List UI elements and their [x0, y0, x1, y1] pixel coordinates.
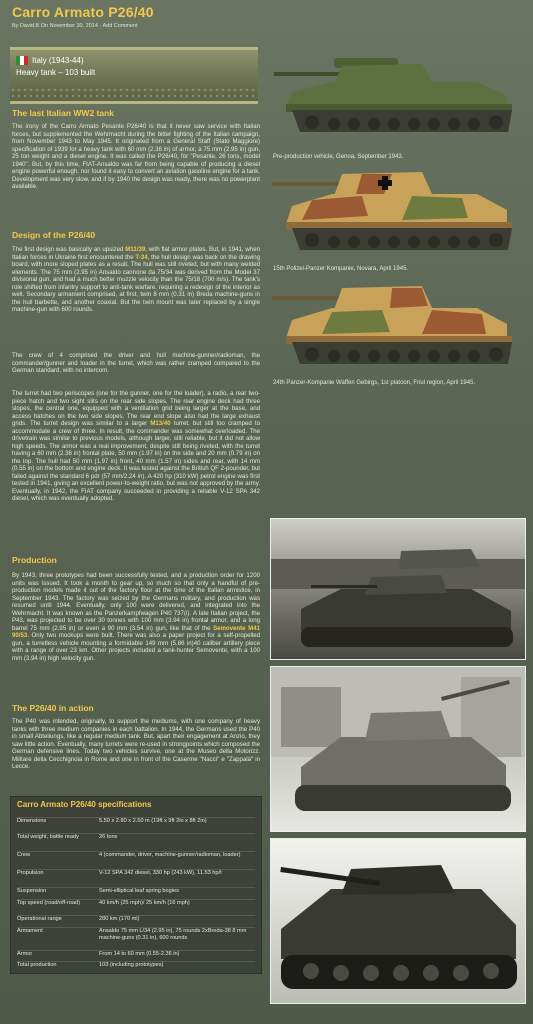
spec-key: Dimensions [17, 818, 47, 824]
spec-value: V-12 SPA 342 diesel, 330 hp (243 kW), 11.53 hp/t [99, 870, 222, 876]
text: . Only two mockups were built. There was also a paper project for a self-propelled gun, a turretless vehicle mounting a formidable 149 mm (5.86 in)40 caliber artillery piece with a range of over 23 km. Other projects included a tank-hunter Semovente, with a 100 mm (3.94 in) high velocity gun. [12, 632, 260, 662]
paragraph-design-3 [12, 390, 260, 503]
text: The turret had two periscopes (one for the gunner, one for the loader), a radio, a rear two-piece hatch and two sight slits on the rear side slopes. The rear engine deck had three slopes, the central one, equipped with a ventilation grid being larger at the base, and access hatches on the two side slopes. The rear end slope also had the large exhaust grids. The turret design was similar to a larger [12, 390, 260, 427]
link-t34[interactable]: T-34 [135, 253, 148, 261]
banner-country: Italy (1943-44) [32, 56, 84, 65]
spec-row [17, 817, 255, 833]
spec-key: Top speed (road/off-road) [17, 900, 81, 906]
spec-value: 280 km (170 mi) [99, 916, 140, 922]
spec-row [17, 915, 255, 927]
text: The first design was basically an upsized [12, 246, 126, 253]
link-m11-39[interactable]: M11/39 [125, 246, 146, 253]
page-title: Carro Armato P26/40 [12, 4, 154, 20]
byline: By David.B On November 30, 2014 · Add Comment [12, 23, 138, 29]
spec-row [17, 833, 255, 851]
photo-tank-three-quarter-drawing [271, 839, 525, 1003]
link-m13-40[interactable]: M13/40 [150, 420, 171, 427]
paragraph-last: The irony of the Carro Armato Pesante P26/40 is that it never saw service with Italian forces, but supplemented the Wehrmacht during the bitter fighting of the Italian campaign, from November 1943 to May 1945. It originated from a General Staff (Stato Maggiore) specification of 1939 for a heavy tank with 60 mm (2.36 in) of armor, a 75 mm (2.95 in) gun, 25 ton weight and a diesel engine. It was called the P26/40, for "Pesante, 26 tons, model 1940". But, by this time, FIAT-Ansaldo was far from being capable of producing a diesel engine powerful enough, nor found it easy to convert an aviation gasoline engine for a tank. Development was very slow, and if by 1940 the design was ready, there was no powerplant available. [12, 123, 260, 190]
text: , the hull design was back on the drawing board, with more sloped plates as a result. The hull was still riveted, but with many welded elements. The 75 mm (2.95 in) Ansaldo cannone da 75/34 was derived from the Model 37 divisional gun, and had a much better muzzle velocity than the 75/18 (700 m/s). The tank's role shifted from infantry support to anti-tank warfare, requiring a redesign of the interior as well. Secondary armament comprised, at first, twin 8 mm (0.31 in) Breda machine-guns in the hull barbette, and another coaxial. But the twin mount was later replaced by a single machine-gun with 600 rounds. [12, 253, 260, 313]
photo-tank-at-building [270, 666, 526, 832]
spec-value: Semi-elliptical leaf spring bogies [99, 888, 179, 894]
banner-pattern [10, 87, 258, 101]
spec-row [17, 887, 255, 899]
tank-profile-green [272, 44, 524, 149]
spec-value: 103 (including prototypes) [99, 962, 164, 968]
spec-value: Ansaldo 75 mm L/34 (2.95 in), 75 rounds 2xBreda-38 8 mm machine-guns (0.31 in), 600 rounds [99, 928, 247, 941]
spec-value: 26 tons [99, 834, 118, 840]
specs-title: Carro Armato P26/40 specifications [17, 800, 152, 809]
text: By 1943, three prototypes had been successfully tested, and a production order for 1200 units was issued. It took a month to gear up, so much so that only a handful of pre-production models made it out of the factory floor at the time of the Italian armistice, in September 1943. The factory was seized by the Germans military, and production was resumed until 1944. Eventually, only 100 were delivered, and integrated into the Wehrmacht. It was known as the Panzerkampfwagen P40 737(i). A late Italian project, the P43, was projected to be over 30 tonnes with 100 mm (3.94 in) frontal armor, and a long barrel 75 mm (2.95 in) or even a 90 mm (3.54 in) gun, like that of the [12, 572, 260, 632]
photo-tank-three-quarter [270, 838, 526, 1004]
caption-3: 24th Panzer-Kompanie Waffen Gebirgs, 1st platoon, Friul region, April 1945. [273, 380, 476, 386]
spec-key: Suspension [17, 888, 47, 894]
paragraph-design-2: The crew of 4 comprised the driver and hull machine-gunner/radioman, the commander/gunner and loader in the turret, which was rather cramped compared to the German standard, with no intercom. [12, 352, 260, 374]
tank-profile-green-drawing [272, 44, 524, 149]
italy-flag-icon [16, 56, 28, 65]
link-semovente[interactable]: Semovente M41 90/53 [12, 624, 260, 639]
section-title-design: Design of the P26/40 [12, 230, 96, 240]
spec-row [17, 851, 255, 869]
section-title-production: Production [12, 555, 57, 565]
banner-type: Heavy tank – 103 built [16, 68, 96, 77]
spec-row [17, 899, 255, 915]
paragraph-action: The P40 was intended, originally, to support the mediums, with one company of heavy tanks with three medium companies in each battalion. In 1944, the Germans used the P40 in small Abteilungs, like a regular medium tank. But, apart their engagement at Anzio, they saw little action. Eventually, many turrets were re-used in strongpoints which composed the German defensive lines. Today two vehicles survive, one at the Museo della Motorizz. Militare della Cecchignola in Rome and one in front of the Caserme "Nacci" e "Zappalà" in Lecce. [12, 718, 260, 770]
spec-key: Operational range [17, 916, 62, 922]
spec-row [17, 927, 255, 950]
section-title-action: The P26/40 in action [12, 703, 94, 713]
photo-tank-at-building-drawing [271, 667, 525, 831]
caption-2: 15th Polizei-Panzer Kompanie, Novara, April 1945. [273, 266, 409, 272]
country-banner [10, 47, 258, 104]
tank-profile-camo-2-drawing [272, 280, 524, 380]
text: , with flat armor plates. But, in 1941, when Italian forces in Ukraine first encountered the [12, 246, 260, 261]
text: turret, but still too cramped to accommodate a crew of three. In result, the commander was somewhat overloaded. The drivetrain was similar to previous models, although larger, still reliable, but it did not allow high speeds. The armor was a real improvement, despite still being riveted, with the turret having a 60 mm (2.36 in) frontal plate, 50 mm (1.97 in) on the side and 20 mm (0.79 in) on the top. The hull had 50 mm (1.97 in) front, 40 mm (1.57 in) sides and rear, with 14 mm (0.55 in) on the bottom and engine deck. It was tested against the British QF 2-pounder, but failed against the standard 6 pdr (57 mm/2.24 in). A 420 hp (310 kW) petrol engine was first tested in 1941, giving an excellent power-to-weight ratio, but was not approved by the army. Eventually, in 1942, the FIAT company succeeded in providing a reliable V-12 SPA 342 diesel, which was eventually adopted. [12, 420, 261, 502]
spec-value: 40 km/h (25 mph)/ 25 km/h (16 mph) [99, 900, 190, 906]
spec-value: 5.50 x 2.80 x 2.50 m (19ft x 9ft 2in x 8ft 2in) [99, 818, 207, 824]
caption-1: Pre-production vehicle, Genoa, September 1943. [273, 154, 404, 160]
paragraph-production [12, 572, 260, 662]
paragraph-design-1 [12, 246, 260, 314]
spec-key: Propulsion [17, 870, 44, 876]
spec-row [17, 950, 255, 961]
tank-profile-camo-1-drawing [272, 166, 524, 266]
spec-key: Total production [17, 962, 57, 968]
section-title-last: The last Italian WW2 tank [12, 108, 115, 118]
photo-tanks-with-soldiers [270, 518, 526, 660]
spec-row [17, 869, 255, 887]
specs-table [10, 796, 262, 974]
spec-key: Armor [17, 951, 33, 957]
spec-value: From 14 to 60 mm (0.55-2.36 in) [99, 951, 180, 957]
spec-key: Crew [17, 852, 31, 858]
spec-key: Total weight, battle ready [17, 834, 79, 840]
tank-profile-camo-2 [272, 280, 524, 380]
spec-row [17, 961, 255, 972]
spec-key: Armament [17, 928, 43, 934]
photo-tanks-with-soldiers-drawing [271, 519, 525, 659]
tank-profile-camo-1 [272, 166, 524, 266]
spec-value: 4 (commander, driver, machine-gunner/radioman, loader) [99, 852, 241, 858]
